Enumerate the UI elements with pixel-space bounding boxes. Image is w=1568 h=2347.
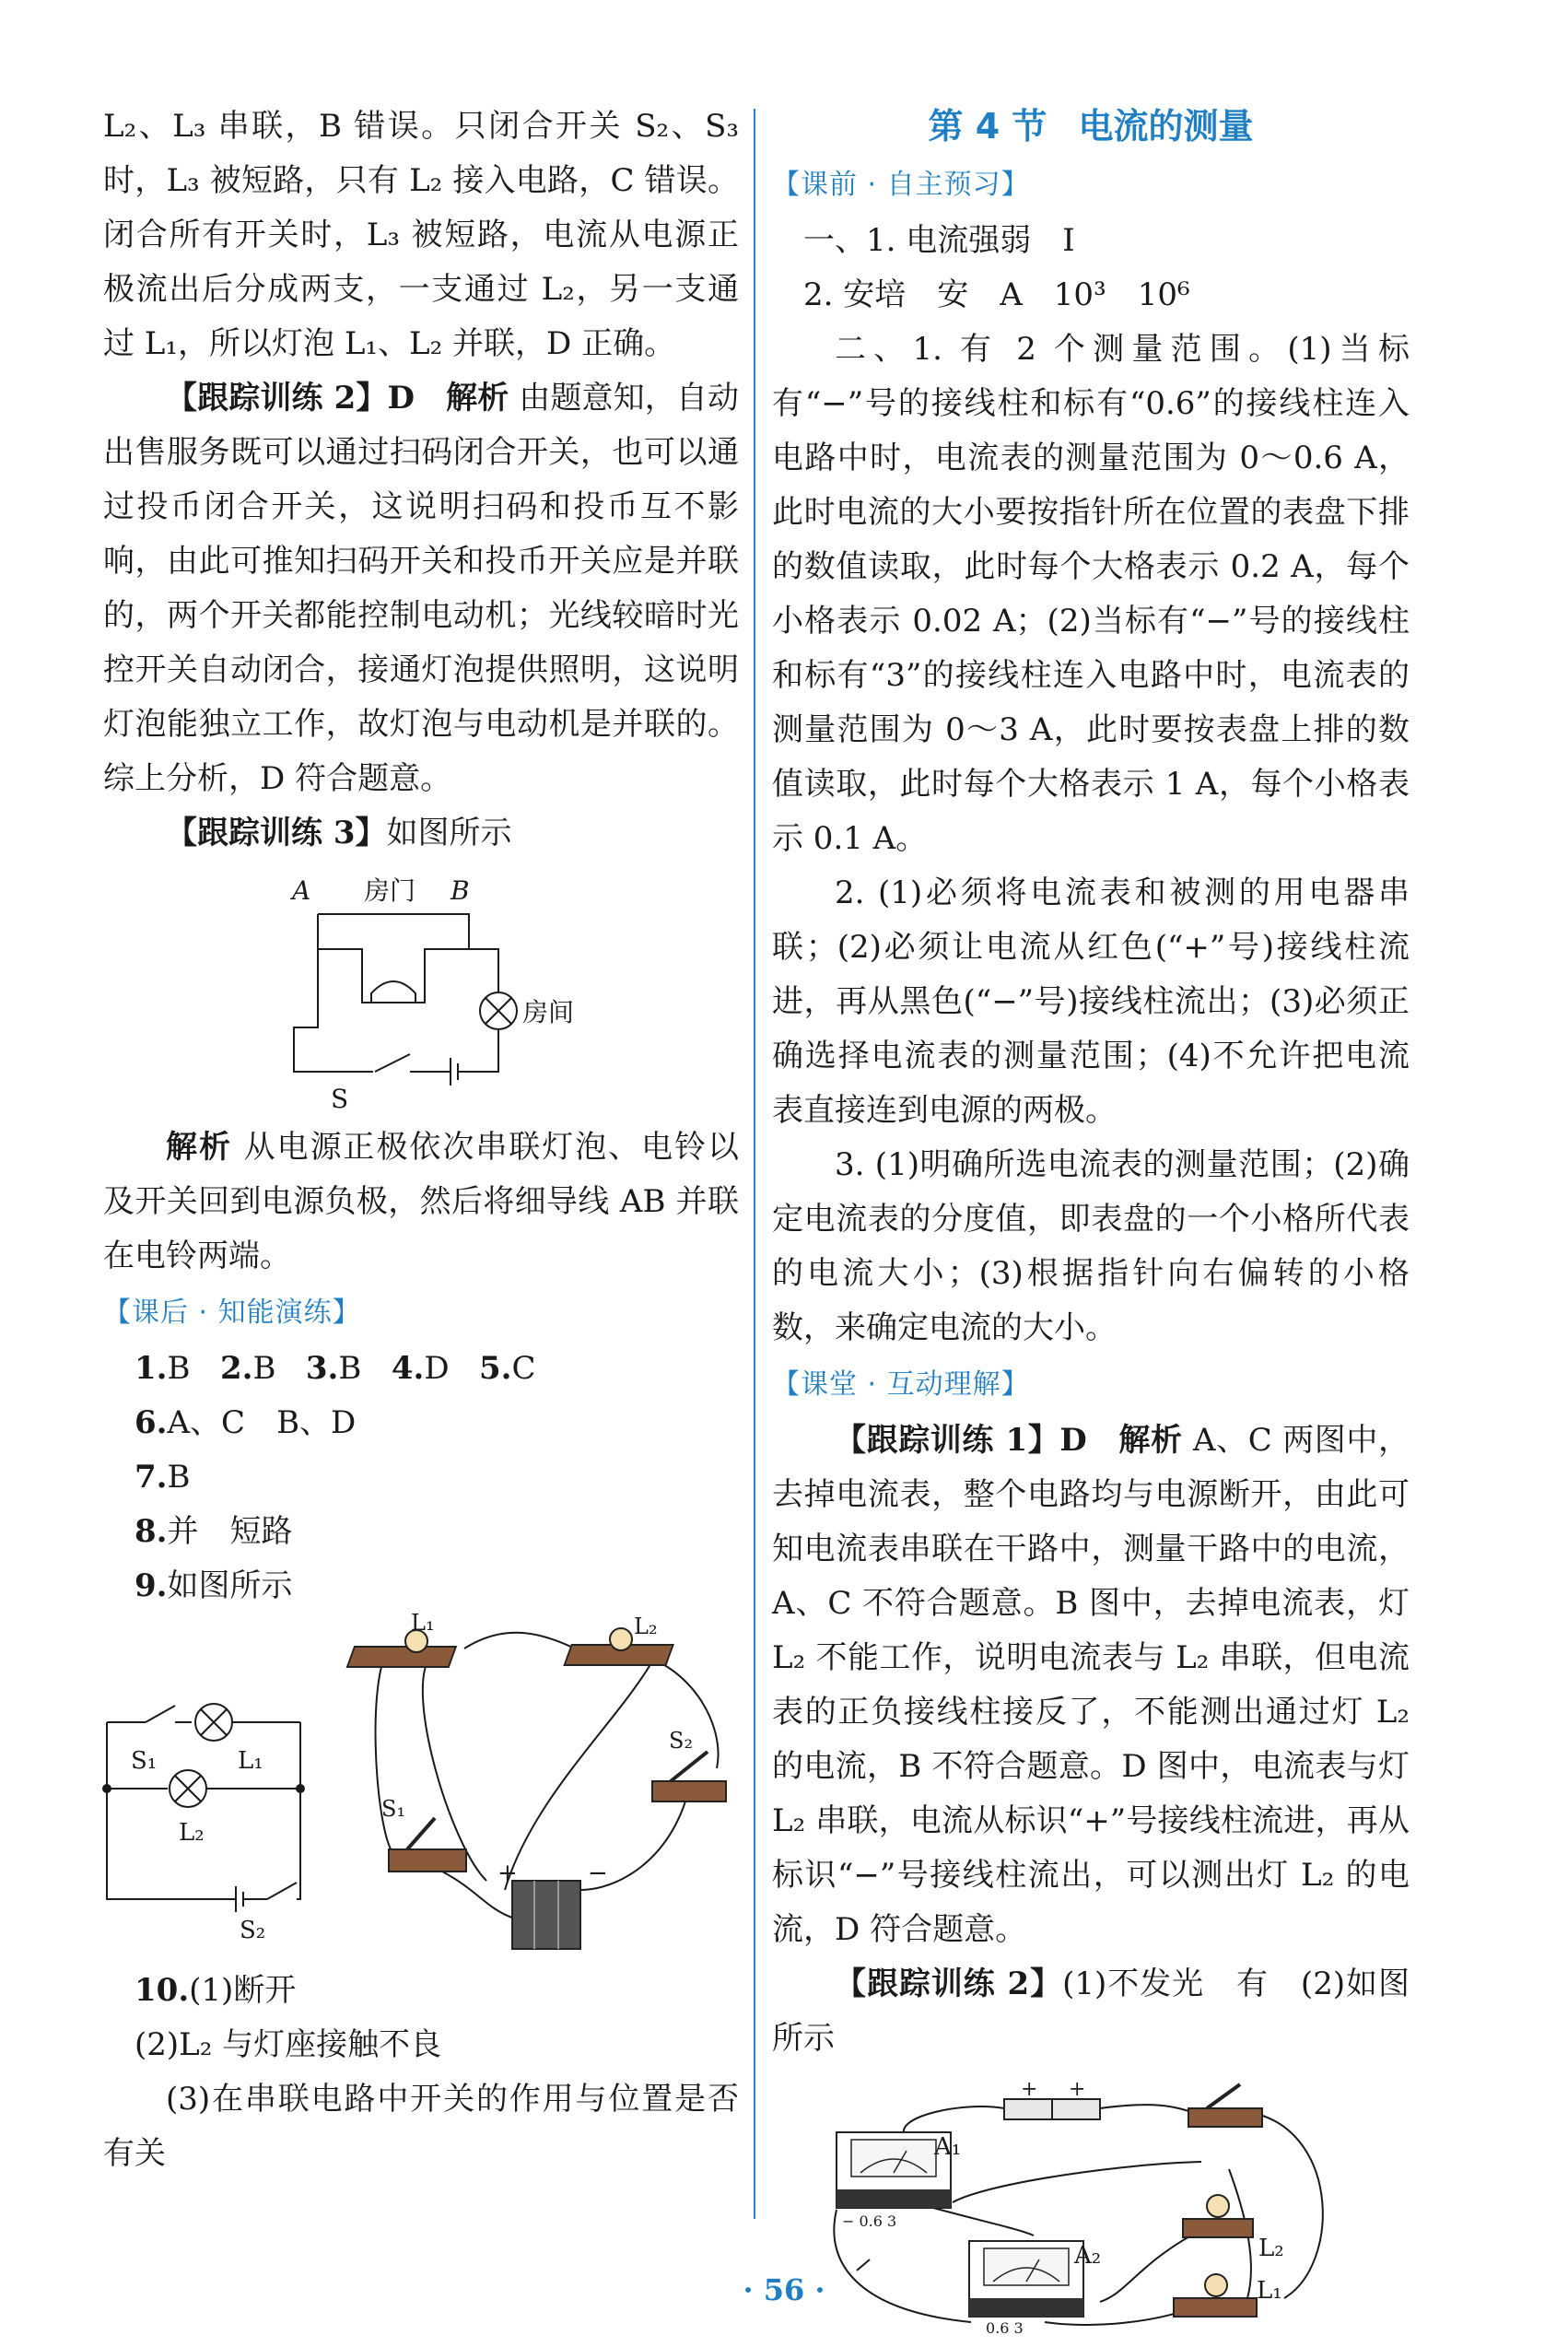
q6-number: 6.	[135, 1404, 168, 1441]
training-2-right-answer	[772, 1957, 1410, 2066]
training-3-answer	[103, 806, 739, 861]
q1-answer: B	[167, 1350, 191, 1387]
fig1-label-room: 房间	[522, 997, 575, 1027]
column-divider	[754, 109, 755, 2219]
answers-1-5	[103, 1342, 739, 1396]
q3-answer: B	[338, 1350, 362, 1387]
explanation-paragraph	[103, 1121, 739, 1284]
q9-physical-circuit	[347, 1614, 726, 1949]
section-name: 电流的测量	[1078, 106, 1254, 147]
training-3-heading: 【跟踪训练 3】	[166, 815, 387, 851]
analysis-keyword: 解析	[445, 380, 509, 417]
answer-10-2: (2)L₂ 与灯座接触不良	[135, 2026, 442, 2063]
section-title	[772, 100, 1410, 154]
training-1-body: A、C 两图中，去掉电流表，整个电路均与电源断开，由此可知电流表串联在干路中，测量干路中的电流，A、C 不符合题意。B 图中，去掉电流表，灯 L₂ 不能工作，说明电流表与 L₂ 串联，但电流表的正负接线柱接反了，不能测出通过灯 L₂ 的电流，B 不符合题意。D 图中，电流表与灯 L₂ 串联，电流从标识“+”号接线柱流进，再从标识“−”号接线柱流出，可以测出灯 L₂ 的电流，D 符合题意。	[772, 1422, 1410, 1948]
analysis-keyword: 解析	[166, 1129, 232, 1166]
q8-answer: 并 短路	[167, 1513, 293, 1550]
q10-number: 10.	[135, 1972, 190, 2009]
left-column	[103, 100, 739, 2181]
doorbell-circuit-diagram	[255, 866, 587, 1115]
training-2-right-heading: 【跟踪训练 2】	[835, 1966, 1063, 2002]
fig2-label-s2: S₂	[240, 1917, 266, 1944]
fig4-label-a2: A₂	[1074, 2242, 1102, 2270]
explanation-body: 从电源正极依次串联灯泡、电铃以及开关回到电源负极，然后将细导线 AB 并联在电铃两端。	[103, 1129, 740, 1274]
q9-figures	[99, 1614, 735, 1964]
left-paragraph-1: L₂、L₃ 串联，B 错误。只闭合开关 S₂、S₃ 时，L₃ 被短路，只有 L₂ 接入电路，C 错误。闭合所有开关时，L₃ 被短路，电流从电源正极流出后分成两支，一支通过 L₂，另一支通过 L₁，所以灯泡 L₁、L₂ 并联，D 正确。	[103, 108, 739, 362]
q2-answer: B	[252, 1350, 276, 1387]
training-3-body: 如图所示	[386, 815, 512, 851]
answer-7	[103, 1450, 739, 1505]
fig1-label-door: 房门	[364, 875, 416, 906]
q5-number: 5.	[479, 1350, 512, 1387]
fig1-label-b: B	[451, 875, 470, 906]
q8-number: 8.	[135, 1513, 168, 1550]
fig1-label-a: A	[292, 875, 311, 906]
training-1-heading: 【跟踪训练 1】D	[835, 1422, 1087, 1459]
answer-10-1	[103, 1964, 739, 2018]
preview-answer-2: 2. 安培 安 A 10³ 10⁶	[803, 276, 1190, 313]
svg-text:+: +	[1069, 2081, 1086, 2101]
page-number: · 56 ·	[743, 2272, 825, 2307]
section-heading-classroom: 【课堂 · 互动理解】	[772, 1368, 1030, 1401]
fig3-label-minus: −	[588, 1860, 608, 1887]
fig2-label-s1: S₁	[131, 1747, 158, 1775]
q4-number: 4.	[391, 1350, 425, 1387]
fig3-label-s1: S₁	[381, 1796, 406, 1822]
training-2-body: 由题意知，自动出售服务既可以通过扫码闭合开关，也可以通过投币闭合开关，这说明扫码和投币互不影响，由此可推知扫码开关和投币开关应是并联的，两个开关都能控制电动机；光线较暗时光控开关自动闭合，接通灯泡提供照明，这说明灯泡能独立工作，故灯泡与电动机是并联的。综上分析，D 符合题意。	[103, 380, 740, 797]
answer-9	[103, 1559, 739, 1614]
q9-number: 9.	[135, 1567, 168, 1604]
training-2-right-body: (1)不发光 有 (2)如图所示	[772, 1966, 1410, 2057]
fig2-label-l1: L₁	[238, 1747, 263, 1775]
preview-answer-4: 2. (1)必须将电流表和被测的用电器串联；(2)必须让电流从红色(“+”号)接线柱流进，再从黑色(“−”号)接线柱流出；(3)必须正确选择电流表的测量范围；(4)不允许把电流表直接连到电源的两极。	[772, 874, 1410, 1129]
fig4-meter2-scale: 0.6 3	[986, 2319, 1024, 2337]
section-heading-after-class: 【课后 · 知能演练】	[103, 1297, 361, 1329]
preview-answer-1: 一、1. 电流强弱 I	[803, 222, 1075, 259]
q7-number: 7.	[135, 1459, 168, 1496]
fig1-label-s: S	[331, 1084, 349, 1114]
fig3-label-s2: S₂	[669, 1728, 694, 1754]
q4-answer: D	[424, 1350, 450, 1387]
training-2-answer	[103, 371, 739, 806]
training-2-heading: 【跟踪训练 2】D	[166, 380, 415, 417]
right-column	[772, 100, 1410, 2344]
q3-number: 3.	[305, 1350, 339, 1387]
fig4-label-l2: L₂	[1258, 2235, 1284, 2262]
answer-8	[103, 1505, 739, 1559]
answer-10-3: (3)在串联电路中开关的作用与位置是否有关	[103, 2081, 739, 2172]
q7-answer: B	[167, 1459, 191, 1496]
q10-part-1: (1)断开	[189, 1972, 297, 2009]
preview-answer-5: 3. (1)明确所选电流表的测量范围；(2)确定电流表的分度值，即表盘的一个小格所代表的电流大小；(3)根据指针向右偏转的小格数，来确定电流的大小。	[772, 1146, 1410, 1346]
fig4-label-l1: L₁	[1257, 2277, 1282, 2305]
q6-answer: A、C B、D	[167, 1404, 357, 1441]
q1-number: 1.	[135, 1350, 168, 1387]
fig3-label-l2: L₂	[634, 1614, 658, 1639]
fig3-label-plus: +	[497, 1860, 518, 1887]
q5-answer: C	[511, 1350, 536, 1387]
section-heading-preview: 【课前 · 自主预习】	[772, 169, 1030, 201]
fig4-label-a1: A₁	[934, 2133, 962, 2161]
analysis-keyword: 解析	[1117, 1422, 1183, 1459]
fig4-meter1-scale: − 0.6 3	[842, 2212, 897, 2230]
answer-6	[103, 1396, 739, 1450]
section-number: 第 4 节	[928, 106, 1047, 147]
svg-text:+: +	[1021, 2081, 1038, 2101]
q9-answer: 如图所示	[167, 1567, 293, 1604]
training-1-answer	[772, 1414, 1410, 1957]
q9-schematic-diagram	[107, 1704, 300, 1912]
q2-number: 2.	[219, 1350, 253, 1387]
fig3-label-l1: L₁	[411, 1614, 435, 1636]
fig2-label-l2: L₂	[179, 1819, 205, 1847]
preview-answer-3: 二、1. 有 2 个测量范围。(1)当标有“−”号的接线柱和标有“0.6”的接线柱连入电路中时，电流表的测量范围为 0～0.6 A，此时电流的大小要按指针所在位置的表盘下排的数值读取，此时每个大格表示 0.2 A，每个小格表示 0.02 A；(2)当标有“−”号的接线柱和标有“3”的接线柱连入电路中时，电流表的测量范围为 0～3 A，此时要按表盘上排的数值读取，此时每个大格表示 1 A，每个小格表示 0.1 A。	[772, 331, 1410, 857]
